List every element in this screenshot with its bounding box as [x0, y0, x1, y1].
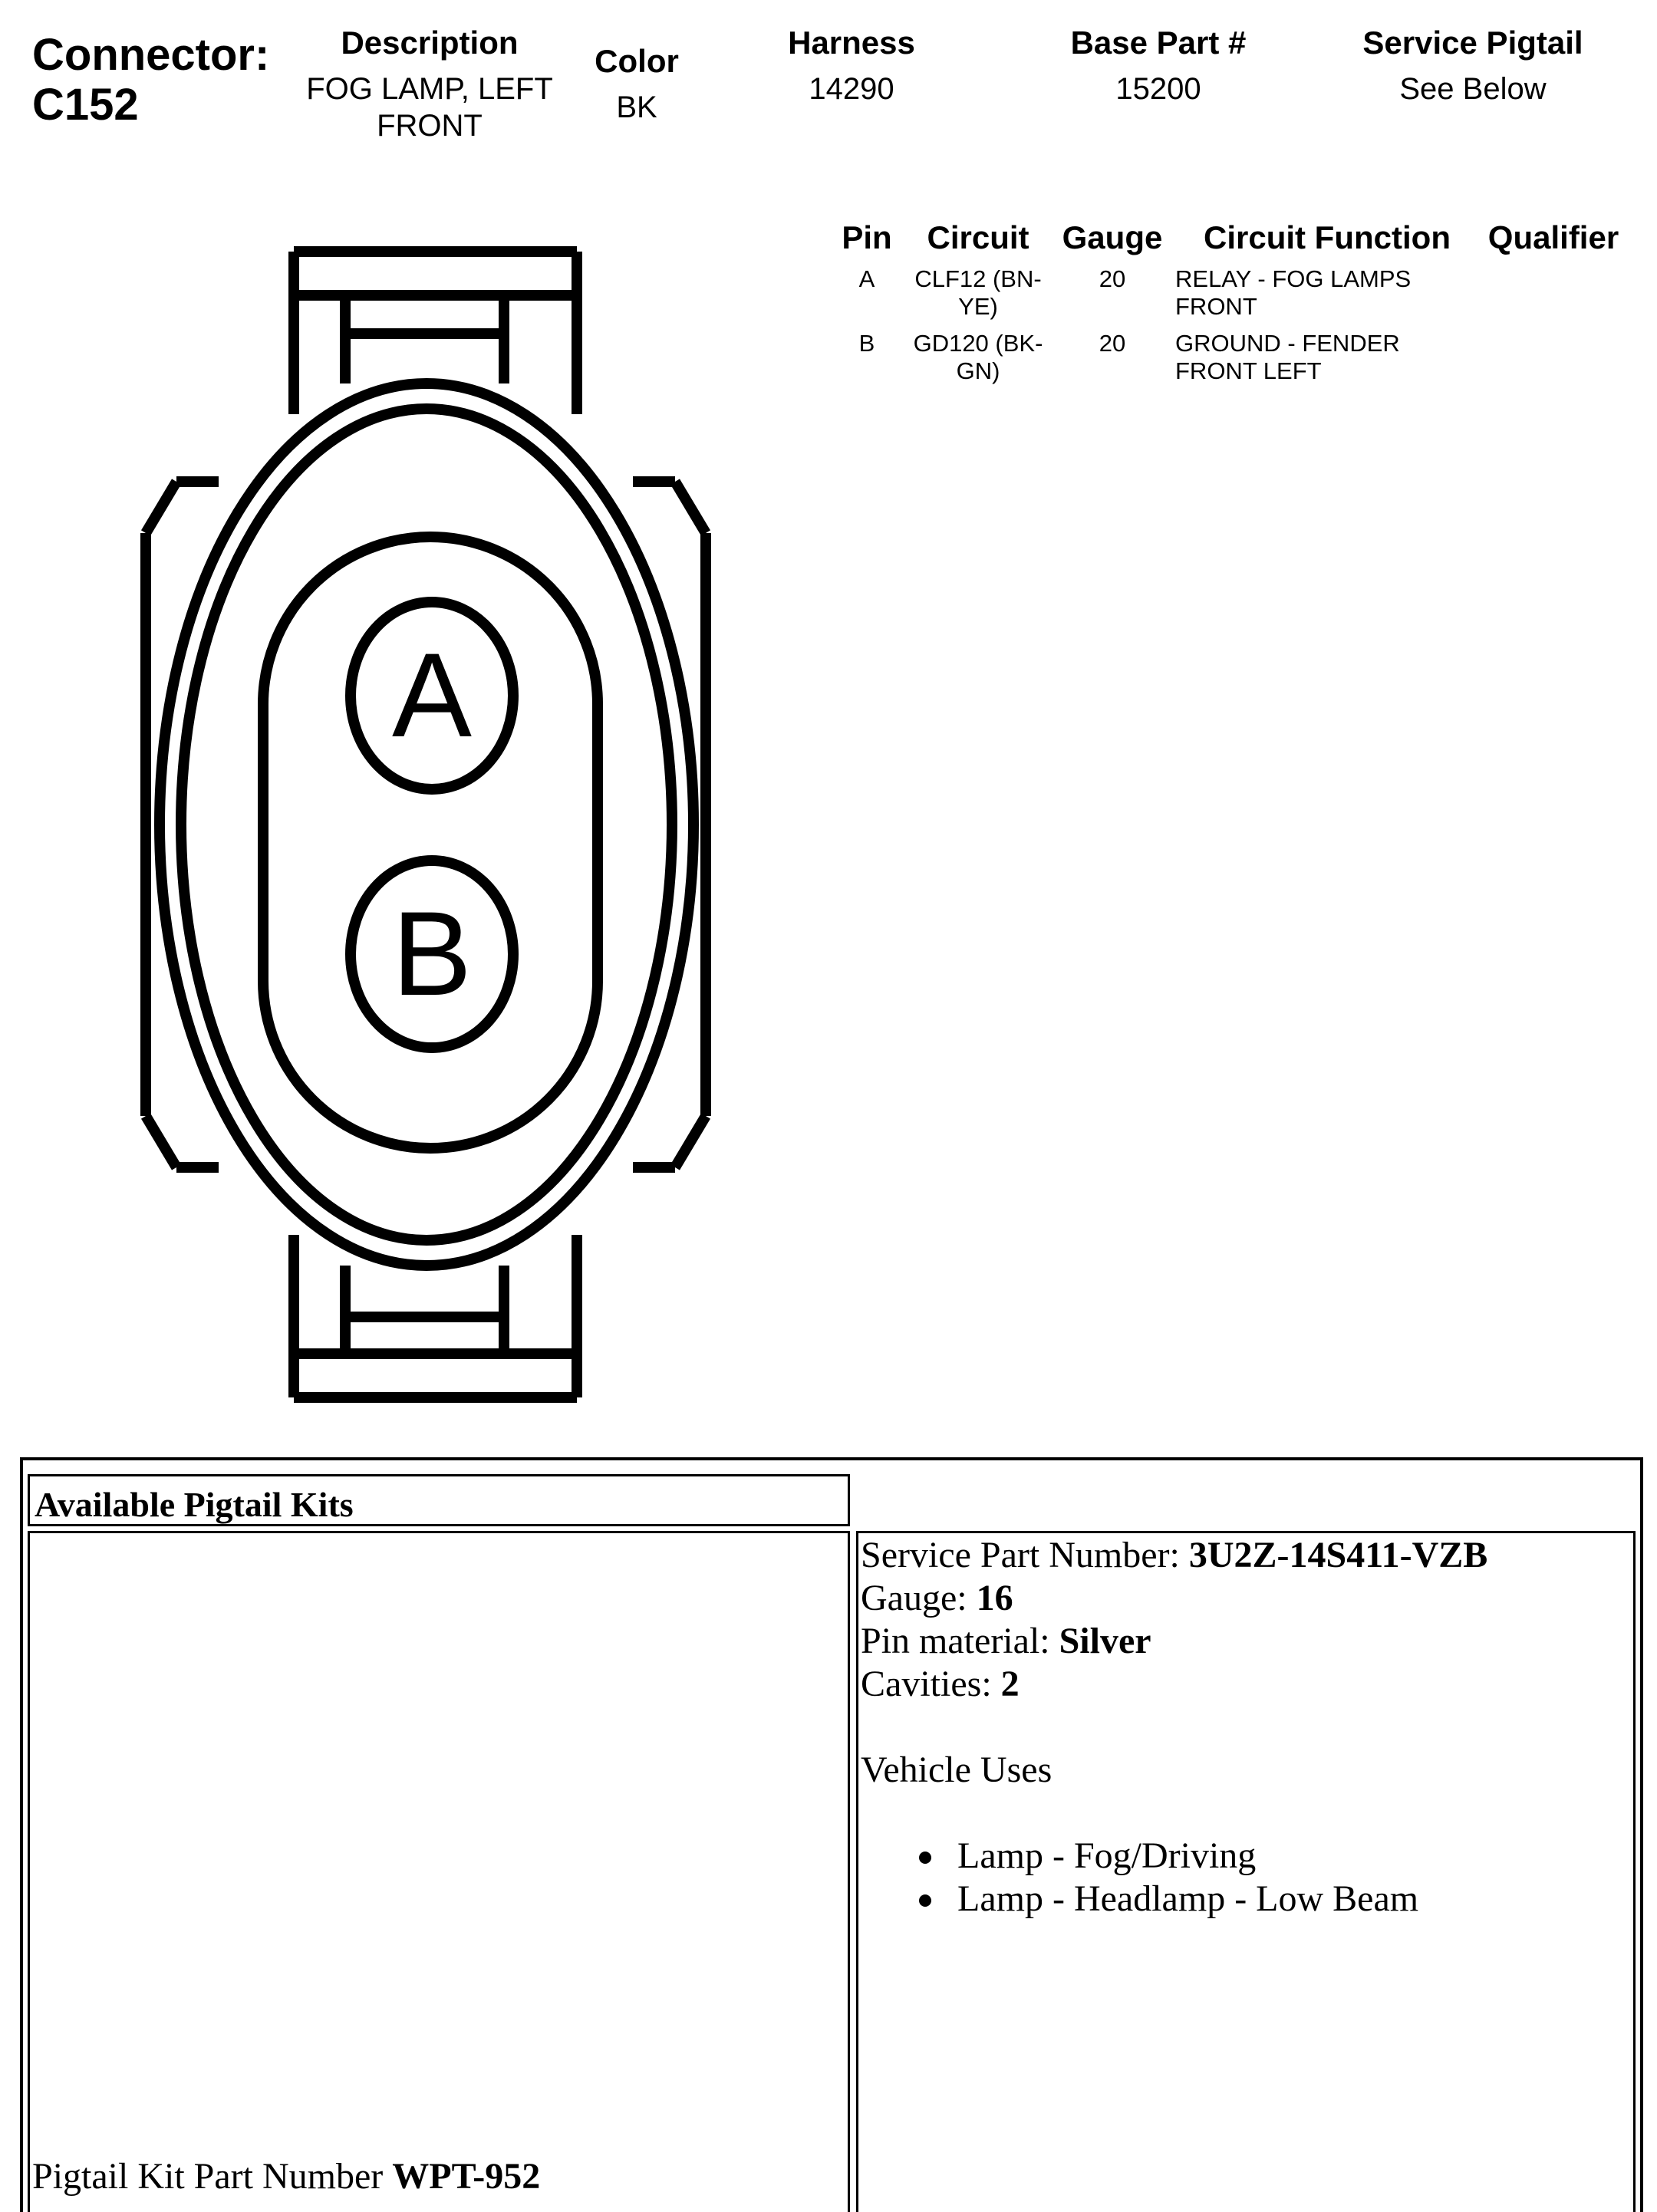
- list-item: Lamp - Fog/Driving: [919, 1835, 1628, 1878]
- pin-material-value: Silver: [1059, 1621, 1151, 1661]
- pin-material-line: [861, 1620, 1628, 1663]
- bottom-latch: [294, 1235, 577, 1397]
- harness-value: 14290: [809, 72, 894, 106]
- pigtail-kits-heading: Available Pigtail Kits: [35, 1485, 354, 1524]
- pigtail-image-cell: [28, 1531, 850, 2212]
- cavities-label: Cavities:: [861, 1664, 1001, 1704]
- color-label: Color: [595, 43, 679, 79]
- pigtail-kit-part: [32, 2155, 845, 2198]
- table-row-a-gauge: 20: [1099, 265, 1126, 292]
- service-pigtail-label: Service Pigtail: [1362, 25, 1583, 61]
- connector-id: C152: [32, 79, 139, 130]
- pigtail-kit-part-number: WPT-952: [392, 2156, 541, 2197]
- table-row-b-function: GROUND - FENDER FRONT LEFT: [1175, 330, 1400, 384]
- harness-label: Harness: [788, 25, 915, 61]
- gauge-line: [861, 1577, 1628, 1620]
- table-row-a-circuit: CLF12 (BN-YE): [914, 265, 1042, 320]
- vehicle-uses-label: Vehicle Uses: [861, 1750, 1053, 1790]
- service-pigtail-value: See Below: [1399, 72, 1547, 106]
- table-row-b-gauge: 20: [1099, 330, 1126, 357]
- table-row-a-pin: A: [858, 265, 875, 292]
- list-item: Lamp - Headlamp - Low Beam: [919, 1878, 1628, 1921]
- pigtail-details: [861, 1534, 1628, 1921]
- table-row-a-function: RELAY - FOG LAMPS FRONT: [1175, 265, 1412, 320]
- qualifier-col-header: Qualifier: [1487, 219, 1619, 255]
- pin-b-label: B: [391, 887, 473, 1021]
- pigtail-kit-part-label: Pigtail Kit Part Number: [32, 2156, 393, 2197]
- gauge-label: Gauge:: [861, 1578, 977, 1618]
- pin-material-label: Pin material:: [861, 1621, 1059, 1661]
- color-value: BK: [616, 91, 657, 124]
- top-latch: [294, 252, 577, 414]
- connector-label: Connector:: [32, 30, 270, 80]
- cavities-line: [861, 1663, 1628, 1706]
- table-row-b-circuit: GD120 (BK-GN): [913, 330, 1043, 384]
- housing-outer: [160, 383, 693, 1266]
- description-value: FOG LAMP, LEFT FRONT: [306, 72, 553, 143]
- service-part-value: 3U2Z-14S411-VZB: [1188, 1535, 1488, 1575]
- pin-col-header: Pin: [842, 219, 892, 255]
- circuit-col-header: Circuit: [927, 219, 1029, 255]
- cavities-value: 2: [1000, 1664, 1020, 1704]
- description-label: Description: [341, 25, 519, 61]
- function-col-header: Circuit Function: [1204, 219, 1451, 255]
- service-part-label: Service Part Number:: [861, 1535, 1189, 1575]
- pin-table: [828, 219, 1642, 411]
- pin-a-label: A: [391, 629, 473, 762]
- gauge-col-header: Gauge: [1062, 219, 1163, 255]
- base-part-value: 15200: [1115, 72, 1201, 106]
- service-part-line: [861, 1534, 1628, 1577]
- connector-face-diagram: [0, 0, 767, 1427]
- pigtail-kits-heading-box: [28, 1474, 850, 1526]
- gauge-value: 16: [976, 1578, 1013, 1618]
- base-part-label: Base Part #: [1070, 25, 1247, 61]
- vehicle-uses-list: [919, 1835, 1628, 1921]
- table-row-b-pin: B: [858, 330, 875, 357]
